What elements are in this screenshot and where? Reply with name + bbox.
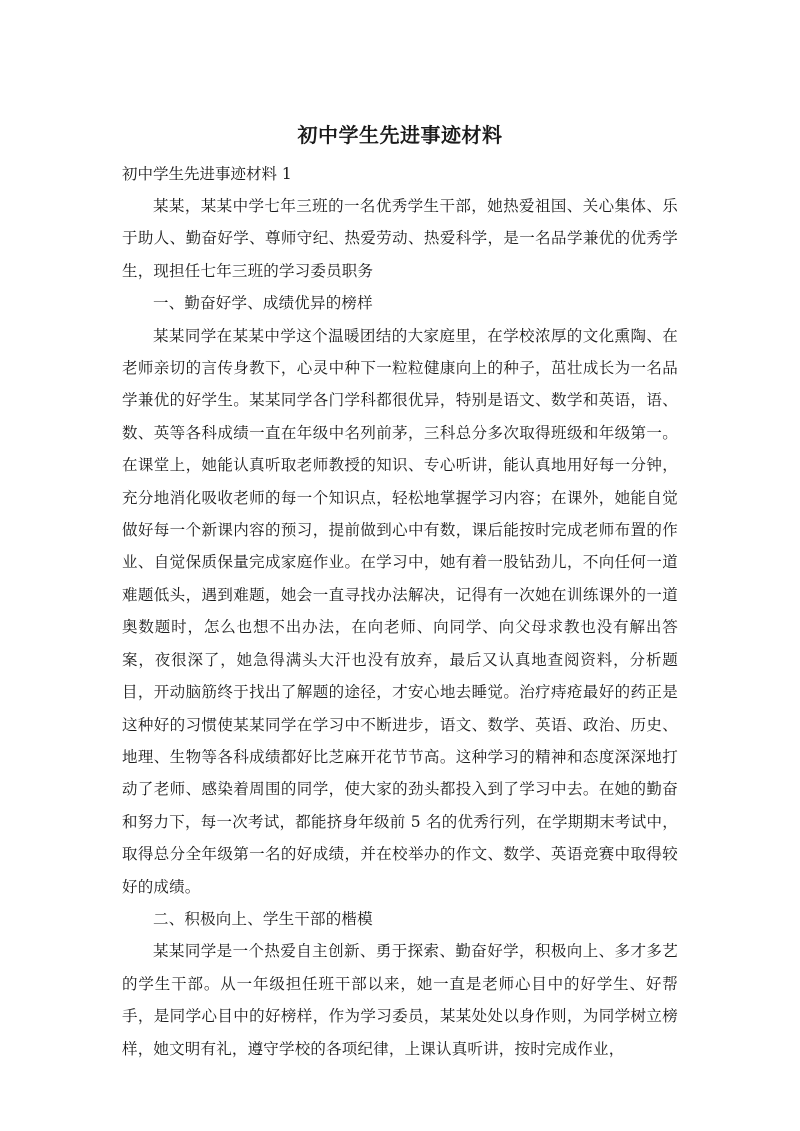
paragraph-study: 某某同学在某某中学这个温暖团结的大家庭里，在学校浓厚的文化熏陶、在老师亲切的言传身教下，心灵中种下一粒粒健康向上的种子，茁壮成长为一名品学兼优的好学生。某某同学各门学科都很优异，特别是语文、数学和英语，语、数、英等各科成绩一直在年级中名列前茅，三科总分多次取得班级和年级第一。在课堂上，她能认真听取老师教授的知识、专心听讲，能认真地用好每一分钟，充分地消化吸收老师的每一个知识点，轻松地掌握学习内容；在课外，她能自觉做好每一个新课内容的预习，提前做到心中有数，课后能按时完成老师布置的作业、自觉保质保量完成家庭作业。在学习中，她有着一股钻劲儿，不向任何一道难题低头，遇到难题，她会一直寻找办法解决，记得有一次她在训练课外的一道奥数题时，怎么也想不出办法，在向老师、向同学、向父母求教也没有解出答案，夜很深了，她急得满头大汗也没有放弃，最后又认真地查阅资料，分析题目，开动脑筋终于找出了解题的途径，才安心地去睡觉。治疗痔疮最好的药正是这种好的习惯使某某同学在学习中不断进步，语文、数学、英语、政治、历史、地理、生物等各科成绩都好比芝麻开花节节高。这种学习的精神和态度深深地打动了老师、感染着周围的同学，使大家的劲头都投入到了学习中去。在她的勤奋和努力下，每一次考试，都能挤身年级前 5 名的优秀行列，在学期期末考试中，取得总分全年级第一名的好成绩，并在校举办的作文、数学、英语竞赛中取得较好的成绩。 xyxy=(122,326,678,896)
paragraph-leader: 某某同学是一个热爱自主创新、勇于探索、勤奋好学，积极向上、多才多艺的学生干部。从一年级担任班干部以来，她一直是老师心目中的好学生、好帮手，是同学心目中的好榜样，作为学习委员，某某处处以身作则，为同学树立榜样，她文明有礼，遵守学校的各项纪律，上课认真听讲，按时完成作业， xyxy=(122,942,678,1058)
document-title: 初中学生先进事迹材料 xyxy=(297,123,503,147)
document-body xyxy=(122,118,678,1065)
section-heading-2: 二、积极向上、学生干部的楷模 xyxy=(153,909,373,928)
document-subtitle: 初中学生先进事迹材料 1 xyxy=(122,165,292,183)
section-heading-1: 一、勤奋好学、成绩优异的榜样 xyxy=(153,294,373,313)
paragraph-intro: 某某，某某中学七年三班的一名优秀学生干部，她热爱祖国、关心集体、乐于助人、勤奋好学、尊师守纪、热爱劳动、热爱科学，是一名品学兼优的优秀学生，现担任七年三班的学习委员职务 xyxy=(122,197,678,280)
